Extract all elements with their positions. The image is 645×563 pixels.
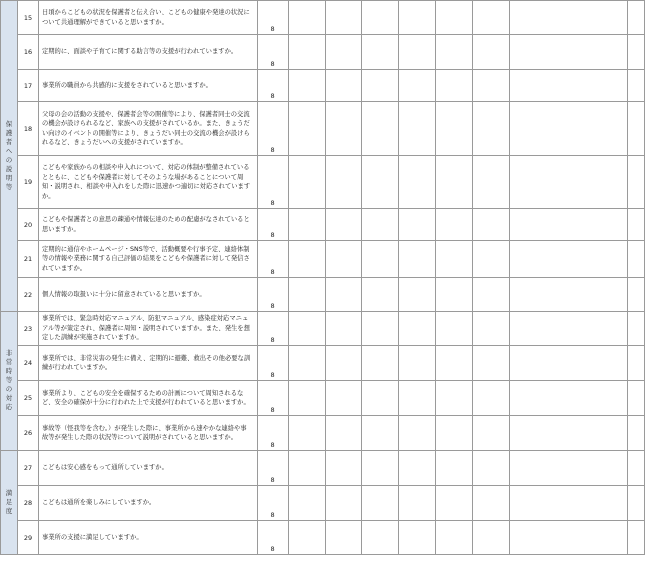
blank-cell bbox=[436, 346, 473, 381]
blank-cell bbox=[325, 35, 362, 70]
blank-cell bbox=[288, 35, 325, 70]
blank-cell bbox=[325, 486, 362, 521]
blank-cell bbox=[399, 486, 436, 521]
answer-count: 8 bbox=[257, 346, 288, 381]
blank-cell bbox=[399, 278, 436, 312]
blank-cell bbox=[510, 102, 628, 156]
blank-cell bbox=[473, 521, 510, 555]
blank-cell bbox=[510, 35, 628, 70]
blank-cell bbox=[510, 521, 628, 555]
blank-cell bbox=[627, 381, 644, 416]
category-cell bbox=[1, 451, 18, 555]
blank-cell bbox=[362, 209, 399, 241]
blank-cell bbox=[436, 486, 473, 521]
category-label: 非常時等の対応 bbox=[5, 349, 13, 411]
blank-cell bbox=[627, 416, 644, 451]
blank-cell bbox=[436, 102, 473, 156]
answer-count: 8 bbox=[257, 35, 288, 70]
blank-cell bbox=[473, 1, 510, 35]
blank-cell bbox=[399, 156, 436, 209]
category-label: 満足度 bbox=[5, 488, 13, 515]
table-row bbox=[1, 521, 645, 555]
table-row bbox=[1, 102, 645, 156]
blank-cell bbox=[473, 156, 510, 209]
question-text: こどもは通所を楽しみにしていますか。 bbox=[38, 486, 257, 521]
blank-cell bbox=[288, 209, 325, 241]
blank-cell bbox=[362, 381, 399, 416]
blank-cell bbox=[362, 521, 399, 555]
row-number: 17 bbox=[17, 70, 38, 102]
row-number: 22 bbox=[17, 278, 38, 312]
blank-cell bbox=[399, 70, 436, 102]
blank-cell bbox=[399, 381, 436, 416]
answer-count: 8 bbox=[257, 102, 288, 156]
blank-cell bbox=[399, 521, 436, 555]
row-number: 20 bbox=[17, 209, 38, 241]
blank-cell bbox=[325, 346, 362, 381]
answer-count: 8 bbox=[257, 156, 288, 209]
blank-cell bbox=[510, 241, 628, 278]
blank-cell bbox=[288, 312, 325, 346]
question-text: 個人情報の取扱いに十分に留意されていると思いますか。 bbox=[38, 278, 257, 312]
blank-cell bbox=[510, 156, 628, 209]
blank-cell bbox=[288, 102, 325, 156]
question-text: 事業所の職員から共感的に支援をされていると思いますか。 bbox=[38, 70, 257, 102]
answer-count: 8 bbox=[257, 521, 288, 555]
row-number: 29 bbox=[17, 521, 38, 555]
answer-count: 8 bbox=[257, 312, 288, 346]
table-row bbox=[1, 1, 645, 35]
blank-cell bbox=[325, 381, 362, 416]
blank-cell bbox=[325, 70, 362, 102]
answer-count: 8 bbox=[257, 241, 288, 278]
blank-cell bbox=[288, 451, 325, 486]
answer-count: 8 bbox=[257, 1, 288, 35]
row-number: 23 bbox=[17, 312, 38, 346]
blank-cell bbox=[510, 1, 628, 35]
blank-cell bbox=[436, 312, 473, 346]
blank-cell bbox=[473, 312, 510, 346]
blank-cell bbox=[325, 451, 362, 486]
blank-cell bbox=[436, 451, 473, 486]
question-text: こどもや家族からの相談や申入れについて、対応の体制が整備されているとともに、こどもや保護者に対してそのような場があることについて周知・説明され、相談や申入れをした際に迅速かつ適切に対応されていますか。 bbox=[38, 156, 257, 209]
table-row bbox=[1, 381, 645, 416]
answer-count: 8 bbox=[257, 416, 288, 451]
question-text: こどもや保護者との意思の疎通や情報伝達のための配慮がなされていると思いますか。 bbox=[38, 209, 257, 241]
blank-cell bbox=[510, 209, 628, 241]
blank-cell bbox=[399, 1, 436, 35]
blank-cell bbox=[510, 381, 628, 416]
blank-cell bbox=[288, 241, 325, 278]
row-number: 26 bbox=[17, 416, 38, 451]
table-row bbox=[1, 70, 645, 102]
table-body bbox=[1, 1, 645, 555]
blank-cell bbox=[399, 312, 436, 346]
question-text: 事業所では、緊急時対応マニュアル、防犯マニュアル、感染症対応マニュアル等が策定され、保護者に周知・説明されていますか。また、発生を想定した訓練が実施されていますか。 bbox=[38, 312, 257, 346]
blank-cell bbox=[399, 209, 436, 241]
blank-cell bbox=[627, 451, 644, 486]
blank-cell bbox=[510, 451, 628, 486]
blank-cell bbox=[627, 486, 644, 521]
blank-cell bbox=[362, 35, 399, 70]
blank-cell bbox=[436, 416, 473, 451]
blank-cell bbox=[473, 381, 510, 416]
blank-cell bbox=[436, 70, 473, 102]
blank-cell bbox=[362, 312, 399, 346]
table-row bbox=[1, 278, 645, 312]
blank-cell bbox=[325, 209, 362, 241]
blank-cell bbox=[362, 70, 399, 102]
blank-cell bbox=[436, 278, 473, 312]
row-number: 16 bbox=[17, 35, 38, 70]
table-row bbox=[1, 346, 645, 381]
blank-cell bbox=[288, 278, 325, 312]
blank-cell bbox=[473, 278, 510, 312]
blank-cell bbox=[627, 102, 644, 156]
blank-cell bbox=[362, 451, 399, 486]
question-text: 事業所では、非常災害の発生に備え、定期的に避難、救出その他必要な訓練が行われていますか。 bbox=[38, 346, 257, 381]
blank-cell bbox=[510, 416, 628, 451]
blank-cell bbox=[627, 521, 644, 555]
blank-cell bbox=[325, 1, 362, 35]
answer-count: 8 bbox=[257, 209, 288, 241]
question-text: 日頃からこどもの状況を保護者と伝え合い、こどもの健康や発達の状況について共通理解ができていると思いますか。 bbox=[38, 1, 257, 35]
category-label: 保護者への説明等 bbox=[5, 119, 13, 191]
table-row bbox=[1, 209, 645, 241]
question-text: 定期的に、面談や子育てに関する助言等の支援が行われていますか。 bbox=[38, 35, 257, 70]
row-number: 19 bbox=[17, 156, 38, 209]
table-row bbox=[1, 486, 645, 521]
question-text: 事業所より、こどもの安全を確保するための計画について周知されるなど、安全の確保が十分に行われた上で支援が行われていると思いますか。 bbox=[38, 381, 257, 416]
blank-cell bbox=[362, 278, 399, 312]
blank-cell bbox=[362, 156, 399, 209]
blank-cell bbox=[399, 346, 436, 381]
blank-cell bbox=[325, 312, 362, 346]
row-number: 18 bbox=[17, 102, 38, 156]
blank-cell bbox=[436, 156, 473, 209]
blank-cell bbox=[362, 346, 399, 381]
row-number: 28 bbox=[17, 486, 38, 521]
table-row bbox=[1, 312, 645, 346]
blank-cell bbox=[473, 102, 510, 156]
question-text: 事故等（怪我等を含む。）が発生した際に、事業所から速やかな連絡や事故等が発生した際の状況等について説明がされていると思いますか。 bbox=[38, 416, 257, 451]
blank-cell bbox=[627, 209, 644, 241]
blank-cell bbox=[288, 521, 325, 555]
blank-cell bbox=[362, 1, 399, 35]
table-row bbox=[1, 241, 645, 278]
blank-cell bbox=[362, 102, 399, 156]
category-cell bbox=[1, 1, 18, 312]
blank-cell bbox=[288, 346, 325, 381]
blank-cell bbox=[627, 156, 644, 209]
answer-count: 8 bbox=[257, 70, 288, 102]
blank-cell bbox=[510, 312, 628, 346]
row-number: 21 bbox=[17, 241, 38, 278]
blank-cell bbox=[288, 1, 325, 35]
blank-cell bbox=[627, 312, 644, 346]
blank-cell bbox=[627, 35, 644, 70]
row-number: 25 bbox=[17, 381, 38, 416]
blank-cell bbox=[399, 451, 436, 486]
blank-cell bbox=[473, 209, 510, 241]
table-row bbox=[1, 451, 645, 486]
answer-count: 8 bbox=[257, 451, 288, 486]
answer-count: 8 bbox=[257, 486, 288, 521]
blank-cell bbox=[325, 278, 362, 312]
blank-cell bbox=[510, 346, 628, 381]
blank-cell bbox=[510, 70, 628, 102]
answer-count: 8 bbox=[257, 278, 288, 312]
blank-cell bbox=[473, 241, 510, 278]
blank-cell bbox=[510, 486, 628, 521]
table-row bbox=[1, 156, 645, 209]
blank-cell bbox=[627, 1, 644, 35]
category-cell bbox=[1, 312, 18, 451]
blank-cell bbox=[399, 35, 436, 70]
blank-cell bbox=[627, 278, 644, 312]
blank-cell bbox=[399, 416, 436, 451]
blank-cell bbox=[627, 70, 644, 102]
row-number: 27 bbox=[17, 451, 38, 486]
blank-cell bbox=[473, 451, 510, 486]
blank-cell bbox=[325, 241, 362, 278]
blank-cell bbox=[325, 102, 362, 156]
blank-cell bbox=[399, 241, 436, 278]
blank-cell bbox=[473, 35, 510, 70]
blank-cell bbox=[288, 416, 325, 451]
blank-cell bbox=[362, 416, 399, 451]
blank-cell bbox=[288, 156, 325, 209]
question-text: こどもは安心感をもって通所していますか。 bbox=[38, 451, 257, 486]
blank-cell bbox=[510, 278, 628, 312]
blank-cell bbox=[362, 241, 399, 278]
blank-cell bbox=[399, 102, 436, 156]
blank-cell bbox=[627, 346, 644, 381]
blank-cell bbox=[288, 70, 325, 102]
question-text: 父母の会の活動の支援や、保護者会等の開催等により、保護者同士の交流の機会が設けられるなど、家族への支援がされているか。また、きょうだい向けのイベントの開催等により、きょうだい同士の交流の機会が設けられるなど、きょうだいへの支援がされていますか。 bbox=[38, 102, 257, 156]
row-number: 24 bbox=[17, 346, 38, 381]
blank-cell bbox=[325, 416, 362, 451]
blank-cell bbox=[288, 486, 325, 521]
blank-cell bbox=[473, 416, 510, 451]
question-text: 定期的に通信やホームページ・SNS等で、活動概要や行事予定、連絡体制等の情報や業務に関する自己評価の結果をこどもや保護者に対して発信されていますか。 bbox=[38, 241, 257, 278]
blank-cell bbox=[627, 241, 644, 278]
row-number: 15 bbox=[17, 1, 38, 35]
blank-cell bbox=[473, 70, 510, 102]
table-row bbox=[1, 35, 645, 70]
question-text: 事業所の支援に満足していますか。 bbox=[38, 521, 257, 555]
blank-cell bbox=[436, 209, 473, 241]
blank-cell bbox=[362, 486, 399, 521]
blank-cell bbox=[436, 381, 473, 416]
blank-cell bbox=[436, 241, 473, 278]
blank-cell bbox=[288, 381, 325, 416]
blank-cell bbox=[473, 486, 510, 521]
blank-cell bbox=[473, 346, 510, 381]
blank-cell bbox=[436, 35, 473, 70]
table-row bbox=[1, 416, 645, 451]
blank-cell bbox=[325, 521, 362, 555]
answer-count: 8 bbox=[257, 381, 288, 416]
blank-cell bbox=[436, 1, 473, 35]
blank-cell bbox=[436, 521, 473, 555]
blank-cell bbox=[325, 156, 362, 209]
